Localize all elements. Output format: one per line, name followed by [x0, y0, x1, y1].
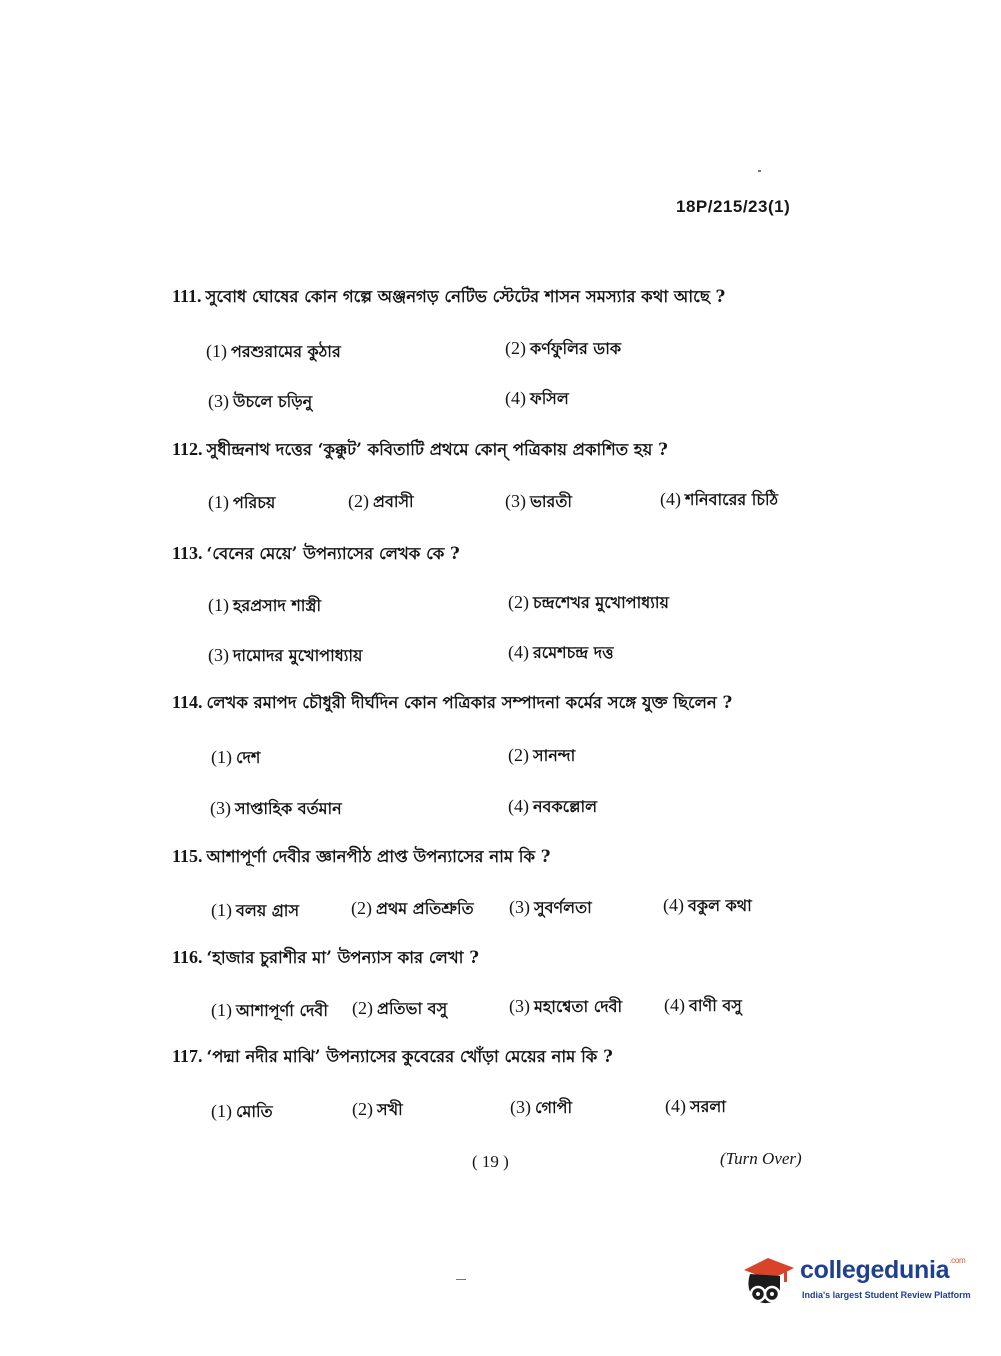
question-117 — [172, 1045, 852, 1068]
option-number: (2) — [352, 1099, 373, 1119]
question-text — [172, 845, 852, 868]
option-113-4 — [508, 640, 614, 667]
option-114-2 — [508, 743, 575, 770]
option-text: ফসিল — [530, 389, 569, 408]
option-text: গোপী — [535, 1098, 573, 1117]
option-number: (4) — [660, 489, 681, 509]
option-115-4 — [663, 893, 752, 920]
option-number: (4) — [505, 388, 526, 408]
question-number: 112. — [172, 439, 203, 459]
option-number: (3) — [509, 897, 530, 917]
question-112 — [172, 438, 852, 461]
option-number: (2) — [351, 898, 372, 918]
option-114-4 — [508, 794, 597, 821]
option-text: পরশুরামের কুঠার — [231, 342, 341, 361]
option-number: (1) — [211, 1101, 232, 1121]
option-text: মহাশ্বেতা দেবী — [534, 997, 623, 1016]
option-text: শনিবারের চিঠি — [685, 490, 779, 509]
option-114-3 — [210, 796, 342, 823]
option-number: (3) — [208, 391, 229, 411]
option-number: (4) — [663, 895, 684, 915]
option-number: (2) — [348, 491, 369, 511]
option-number: (1) — [206, 341, 227, 361]
option-number: (4) — [665, 1096, 686, 1116]
option-116-2 — [352, 996, 447, 1023]
option-text: কর্ণফুলির ডাক — [530, 339, 622, 358]
question-113 — [172, 542, 852, 565]
option-117-3 — [510, 1095, 572, 1122]
option-text: দেশ — [236, 748, 261, 767]
page-number: ( 19 ) — [472, 1152, 509, 1171]
question-stem: ‘হাজার চুরাশীর মা’ উপন্যাস কার লেখা ? — [206, 948, 479, 967]
paper-code: 18P/215/23(1) — [676, 197, 791, 216]
student-mascot-icon — [740, 1250, 796, 1310]
turn-over-note: (Turn Over) — [720, 1149, 802, 1168]
option-number: (2) — [508, 745, 529, 765]
brand-suffix: .com — [949, 1256, 966, 1265]
option-111-3 — [208, 389, 312, 416]
question-text — [172, 691, 852, 714]
option-text: সখী — [377, 1100, 403, 1119]
option-text: বকুল কথা — [688, 896, 752, 915]
option-number: (1) — [211, 900, 232, 920]
question-number: 116. — [172, 947, 203, 967]
brand-name — [800, 1256, 965, 1285]
question-115 — [172, 845, 852, 868]
option-112-4 — [660, 487, 778, 514]
question-stem: আশাপূর্ণা দেবীর জ্ঞানপীঠ প্রাপ্ত উপন্যাসের নাম কি ? — [206, 847, 551, 866]
question-111 — [172, 285, 852, 308]
option-number: (4) — [664, 995, 685, 1015]
option-number: (3) — [510, 1097, 531, 1117]
option-117-4 — [665, 1094, 726, 1121]
question-number: 117. — [172, 1046, 203, 1066]
option-number: (1) — [211, 1000, 232, 1020]
option-number: (2) — [352, 998, 373, 1018]
option-111-4 — [505, 386, 569, 413]
option-text: সরলা — [690, 1097, 726, 1116]
option-text: বাণী বসু — [689, 996, 742, 1015]
option-text: পরিচয় — [233, 493, 276, 512]
option-text: উচলে চড়িনু — [233, 392, 313, 411]
option-text: প্রথম প্রতিশ্রুতি — [376, 899, 474, 918]
question-text — [172, 542, 852, 565]
option-115-3 — [509, 895, 592, 922]
question-stem: সুধীন্দ্রনাথ দত্তের ‘কুক্কুট’ কবিতাটি প্রথমে কোন্ পত্রিকায় প্রকাশিত হয় ? — [206, 440, 668, 459]
option-number: (3) — [505, 491, 526, 511]
option-number: (3) — [509, 996, 530, 1016]
option-number: (2) — [505, 338, 526, 358]
option-number: (1) — [211, 747, 232, 767]
option-number: (4) — [508, 642, 529, 662]
option-text: সানন্দা — [533, 746, 576, 765]
option-111-2 — [505, 336, 621, 363]
question-number: 111. — [172, 286, 202, 306]
question-114 — [172, 691, 852, 714]
option-116-1 — [211, 998, 328, 1025]
question-116 — [172, 946, 852, 969]
option-115-1 — [211, 898, 299, 925]
scan-speck — [456, 1279, 466, 1280]
brand-text: collegedunia — [800, 1256, 950, 1284]
option-113-2 — [508, 590, 669, 617]
option-113-3 — [208, 643, 362, 670]
option-number: (1) — [208, 492, 229, 512]
option-117-2 — [352, 1097, 403, 1124]
option-text: মোতি — [236, 1102, 273, 1121]
option-text: হরপ্রসাদ শাস্ত্রী — [233, 596, 322, 615]
option-text: আশাপূর্ণা দেবী — [236, 1001, 328, 1020]
question-number: 113. — [172, 543, 203, 563]
question-stem: সুবোধ ঘোষের কোন গল্পে অঞ্জনগড় নেটিভ স্টেটের শাসন সমস্যার কথা আছে ? — [205, 287, 726, 306]
question-text — [172, 946, 852, 969]
collegedunia-logo — [740, 1250, 980, 1320]
option-number: (4) — [508, 796, 529, 816]
option-text: সাপ্তাহিক বর্তমান — [235, 799, 342, 818]
scan-speck — [758, 170, 761, 172]
question-text — [172, 1045, 852, 1068]
option-115-2 — [351, 896, 474, 923]
option-text: রমেশচন্দ্র দত্ত — [533, 643, 614, 662]
option-text: বলয় গ্রাস — [236, 901, 300, 920]
option-112-3 — [505, 489, 572, 516]
option-116-3 — [509, 994, 622, 1021]
option-113-1 — [208, 593, 321, 620]
option-text: নবকল্লোল — [533, 797, 598, 816]
brand-tagline: India's largest Student Review Platform — [802, 1290, 971, 1300]
question-number: 115. — [172, 846, 203, 866]
question-stem: লেখক রমাপদ চৌধুরী দীর্ঘদিন কোন পত্রিকার সম্পাদনা কর্মের সঙ্গে যুক্ত ছিলেন ? — [206, 693, 733, 712]
option-text: সুবর্ণলতা — [534, 898, 592, 917]
option-text: প্রবাসী — [373, 492, 414, 511]
question-text — [172, 285, 852, 308]
option-text: চন্দ্রশেখর মুখোপাধ্যায় — [533, 593, 669, 612]
question-stem: ‘পদ্মা নদীর মাঝি’ উপন্যাসের কুবেরের খোঁড়া মেয়ের নাম কি ? — [206, 1047, 613, 1066]
option-number: (3) — [208, 645, 229, 665]
option-text: প্রতিভা বসু — [377, 999, 448, 1018]
option-112-1 — [208, 490, 275, 517]
option-114-1 — [211, 745, 260, 772]
option-111-1 — [206, 339, 341, 366]
option-number: (3) — [210, 798, 231, 818]
option-number: (2) — [508, 592, 529, 612]
question-text — [172, 438, 852, 461]
question-stem: ‘বেনের মেয়ে’ উপন্যাসের লেখক কে ? — [206, 544, 460, 563]
option-112-2 — [348, 489, 414, 516]
question-number: 114. — [172, 692, 203, 712]
option-text: দামোদর মুখোপাধ্যায় — [233, 646, 363, 665]
option-116-4 — [664, 993, 742, 1020]
option-117-1 — [211, 1099, 273, 1126]
option-text: ভারতী — [530, 492, 572, 511]
option-number: (1) — [208, 595, 229, 615]
